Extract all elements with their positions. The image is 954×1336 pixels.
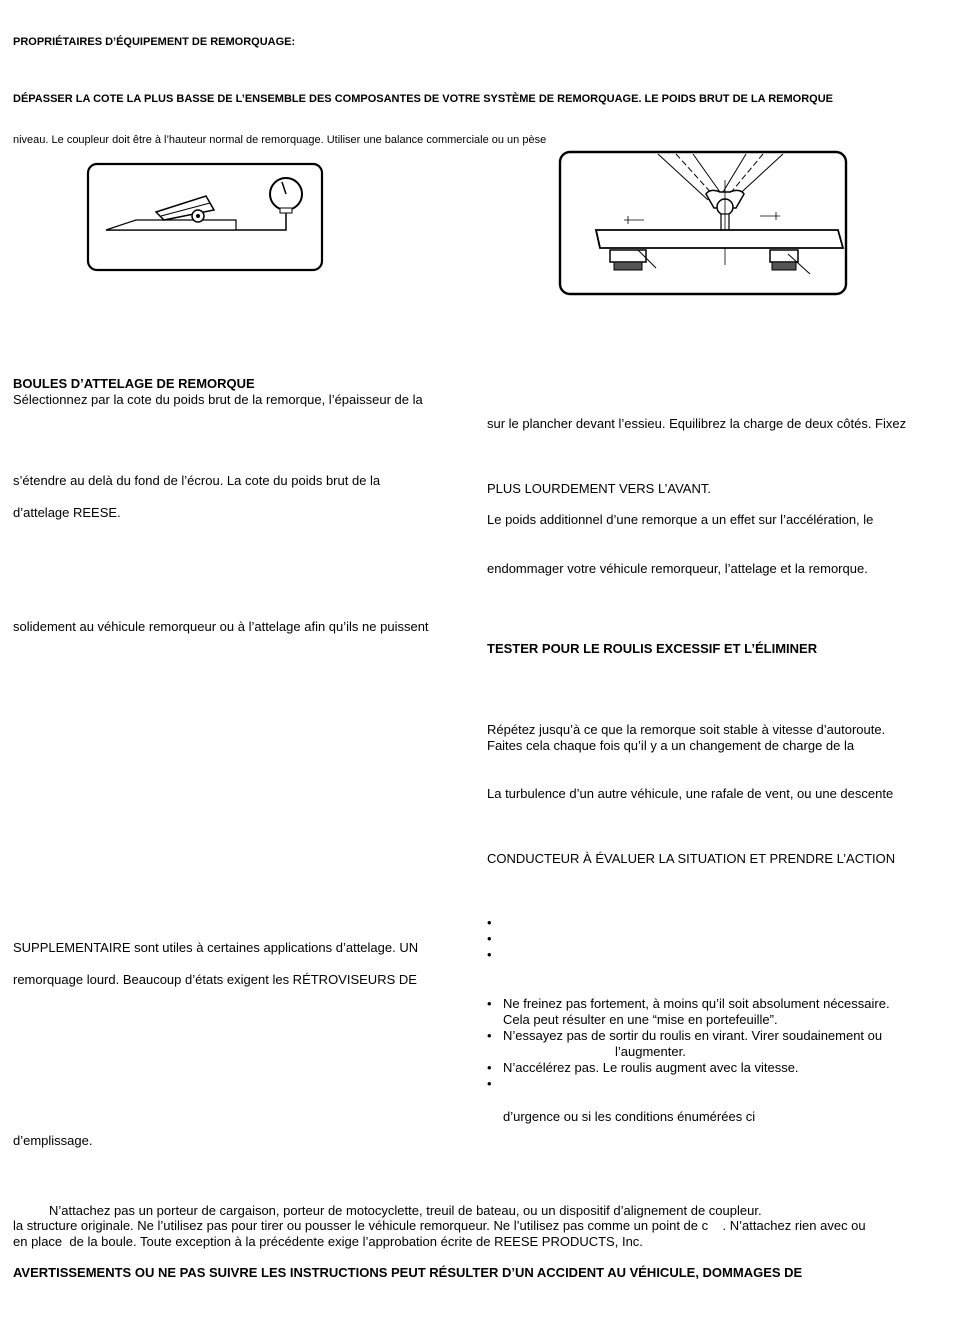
owners-heading: PROPRIÉTAIRES D’ÉQUIPEMENT DE REMORQUAGE: bbox=[13, 36, 296, 48]
extend-text: s’étendre au delà du fond de l’écrou. La cote du poids brut de la bbox=[13, 473, 381, 488]
ball-select-text: Sélectionnez par la cote du poids brut de la remorque, l’épaisseur de la bbox=[13, 392, 423, 407]
reese-text: d’attelage REESE. bbox=[13, 505, 121, 520]
ball-heading: BOULES D’ATTELAGE DE REMORQUE bbox=[13, 376, 255, 391]
warnings-text: AVERTISSEMENTS OU NE PAS SUIVRE LES INSTRUCTIONS PEUT RÉSULTER D’UN ACCIDENT AU VÉHICULE, DOMMAGES DE bbox=[13, 1265, 803, 1280]
no-attach-text: N’attachez pas un porteur de cargaison, porteur de motocyclette, treuil de bateau, ou un dispositif d’alignement de coupleur. bbox=[49, 1203, 762, 1218]
bullet-marker: • bbox=[487, 915, 492, 930]
tip-accelerate: N’accélérez pas. Le roulis augment avec la vitesse. bbox=[503, 1060, 799, 1075]
added-weight-text: Le poids additionnel d’une remorque a un effet sur l’accélération, le bbox=[487, 512, 874, 527]
sway-heading: TESTER POUR LE ROULIS EXCESSIF ET L’ÉLIMINER bbox=[487, 641, 818, 656]
damage-text: endommager votre véhicule remorqueur, l’attelage et la remorque. bbox=[487, 561, 868, 576]
structure-text: la structure originale. Ne l’utilisez pas pour tirer ou pousser le véhicule remorqueur. Ne l’utilisez pas comme un point de c . N’attachez rien avec ou bbox=[13, 1218, 866, 1233]
bullet-marker: • bbox=[487, 1028, 492, 1043]
repeat-text: Répétez jusqu’à ce que la remorque soit stable à vitesse d’autoroute. bbox=[487, 722, 886, 737]
bullet-marker: • bbox=[487, 996, 492, 1011]
supplementaire-text: SUPPLEMENTAIRE sont utiles à certaines applications d’attelage. UN bbox=[13, 940, 419, 955]
trailer-scale-illustration bbox=[86, 162, 324, 272]
floor-text: sur le plancher devant l’essieu. Equilibrez la charge de deux côtés. Fixez bbox=[487, 416, 907, 431]
each-time-text: Faites cela chaque fois qu’il y a un changement de charge de la bbox=[487, 738, 855, 753]
bullet-marker: • bbox=[487, 947, 492, 962]
tip-brake-cont: Cela peut résulter en une “mise en portefeuille”. bbox=[503, 1012, 778, 1027]
fill-text: d’emplissage. bbox=[13, 1133, 93, 1148]
tip-steer-cont: l’augmenter. bbox=[615, 1044, 686, 1059]
heavier-text: PLUS LOURDEMENT VERS L’AVANT. bbox=[487, 481, 711, 496]
tip-brake: Ne freinez pas fortement, à moins qu’il soit absolument nécessaire. bbox=[503, 996, 890, 1011]
exceed-warning: DÉPASSER LA COTE LA PLUS BASSE DE L’ENSEMBLE DES COMPOSANTES DE VOTRE SYSTÈME DE REMORQUAGE. LE POIDS BRUT DE LA REMORQUE bbox=[13, 93, 833, 105]
emergency-text: d’urgence ou si les conditions énumérées ci bbox=[503, 1109, 756, 1124]
tip-steer: N’essayez pas de sortir du roulis en virant. Virer soudainement ou bbox=[503, 1028, 883, 1043]
bullet-marker: • bbox=[487, 931, 492, 946]
turbulence-text: La turbulence d’un autre véhicule, une rafale de vent, ou une descente bbox=[487, 786, 894, 801]
level-text: niveau. Le coupleur doit être à l’hauteur normal de remorquage. Utiliser une balance commerciale ou un pèse bbox=[13, 134, 547, 146]
hitch-platform-illustration bbox=[558, 150, 848, 296]
in-place-text: en place de la boule. Toute exception à la précédente exige l’approbation écrite de REESE PRODUCTS, Inc. bbox=[13, 1234, 643, 1249]
heavy-text: remorquage lourd. Beaucoup d’états exigent les RÉTROVISEURS DE bbox=[13, 972, 417, 987]
bullet-marker: • bbox=[487, 1076, 492, 1091]
driver-text: CONDUCTEUR À ÉVALUER LA SITUATION ET PRENDRE L’ACTION bbox=[487, 851, 896, 866]
bullet-marker: • bbox=[487, 1060, 492, 1075]
secure-text: solidement au véhicule remorqueur ou à l’attelage afin qu’ils ne puissent bbox=[13, 619, 429, 634]
